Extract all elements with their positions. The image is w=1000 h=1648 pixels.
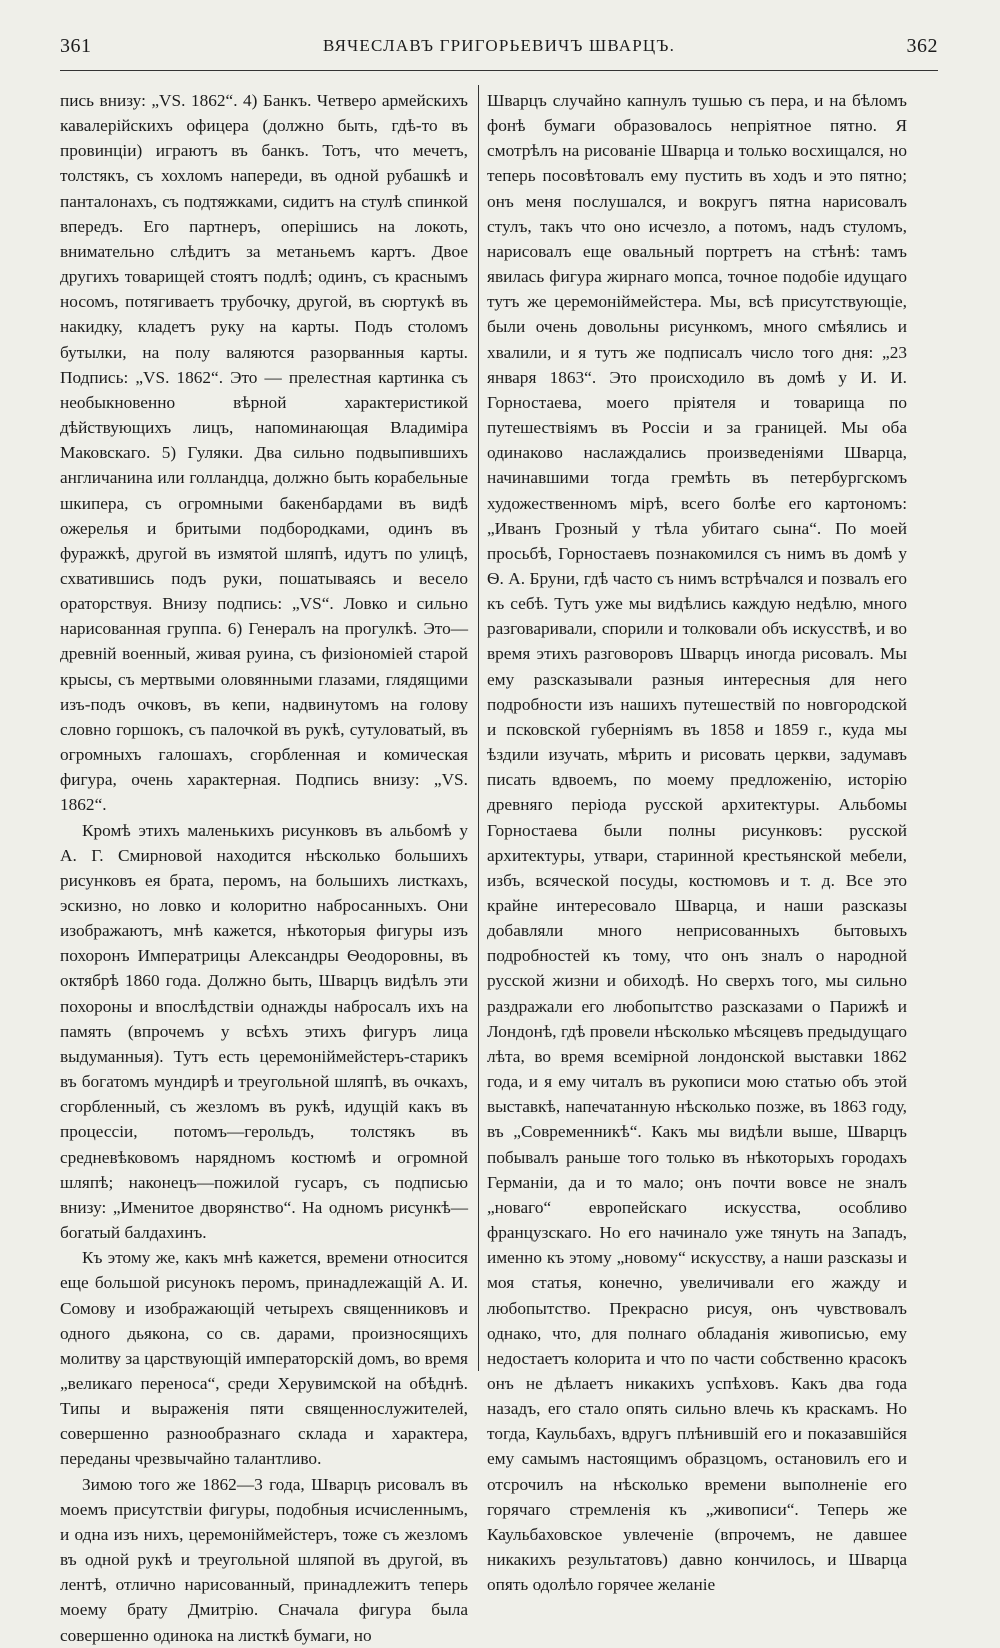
left-column (60, 88, 468, 1645)
page-number-right: 362 (906, 34, 938, 57)
paragraph: Шварцъ случайно капнулъ тушью съ пера, и на бѣломъ фонѣ бумаги образовалось непріятное пятно. Я смотрѣлъ на рисованіе Шварца и только восхищался, но теперь посовѣтовалъ ему пустить въ ходъ и это пятно; онъ меня послушался, и вокругъ пятна нарисовалъ стулъ, такъ что оно исчезло, а потомъ, надъ стуломъ, нарисовалъ еще овальный портретъ на стѣнѣ: тамъ явилась фигура жирнаго мопса, точное подобіе идущаго тутъ же церемоніймейстера. Мы, всѣ присутствующіе, были очень довольны рисункомъ, много смѣялись и хвалили, и я тутъ же подписалъ число того дня: „23 января 1863“. Это происходило въ домѣ у И. И. Горностаева, моего пріятеля и товарища по путешествіямъ въ Россіи и за границей. Мы оба одинаково наслаждались произведеніями Шварца, начинавшими тогда гремѣть въ петербургскомъ художественномъ мірѣ, всего болѣе его картономъ: „Иванъ Грозный у тѣла убитаго сына“. По моей просьбѣ, Горностаевъ познакомился съ нимъ въ домѣ у Ѳ. А. Бруни, гдѣ часто съ нимъ встрѣчался и позвалъ его къ себѣ. Тутъ уже мы видѣлись каждую недѣлю, много разговаривали, спорили и толковали объ искусствѣ, и во время этихъ разговоровъ Шварцъ иногда рисовалъ. Мы ему разсказывали разныя интересныя для него подробности изъ нашихъ путешествій по новгородской и псковской губерніямъ въ 1858 и 1859 г., куда мы ѣздили изучать, мѣрить и рисовать церкви, задумавъ писать вдвоемъ, по моему предложенію, исторію древняго періода русской архитектуры. Альбомы Горностаева были полны рисунковъ: русской архитектуры, утвари, старинной крестьянской мебели, избъ, всяческой посуды, костюмовъ и т. д. Все это крайне интересовало Шварца, и наши разсказы добавляли много неприсованныхъ бытовыхъ подробностей къ тому, что онъ зналъ о народной русской жизни и обиходѣ. Но сверхъ того, мы сильно раздражали его любопытство разсказами о Парижѣ и Лондонѣ, гдѣ провели нѣсколько мѣсяцевъ предыдущаго лѣта, во время всемірной лондонской выставки 1862 года, и я ему читалъ въ рукописи мою статью объ этой выставкѣ, напечатанную нѣсколько позже, въ 1863 году, въ „Современникѣ“. Какъ мы видѣли выше, Шварцъ побывалъ раньше того только въ нѣкоторыхъ городахъ Германіи, да и то мало; онъ почти вовсе не зналъ „новаго“ европейскаго искусства, особливо французскаго. Но его начинало уже тянуть на Западъ, именно къ этому „новому“ искусству, а наши разсказы и моя статья, конечно, увеличивали его жажду и любопытство. Прекрасно рисуя, онъ чувствовалъ однако, что, для полнаго обладанія живописью, ему недостаетъ колорита и что по части собственно красокъ онъ не дѣлаетъ никакихъ успѣховъ. Какъ два года назадъ, его стало опять сильно влечь къ краскамъ. Но тогда, Каульбахъ, вдругъ плѣнившій его и показавшійся ему самымъ настоящимъ образцомъ, остановилъ его и отсрочилъ на нѣсколько времени выполненіе его горячаго стремленія къ „живописи“. Теперь же Каульбаховское увлеченіе (впрочемъ, не давшее никакихъ результатовъ) давно кончилось, и Шварца опять одолѣло горячее желаніе (487, 91, 907, 1595)
header-rule (60, 70, 938, 71)
paragraph: Кромѣ этихъ маленькихъ рисунковъ въ альбомѣ у А. Г. Смирновой находится нѣсколько большихъ рисунковъ ея брата, перомъ, на большихъ листкахъ, эскизно, но ловко и колоритно набросанныхъ. Они изображаютъ, мнѣ кажется, нѣкоторыя фигуры изъ похоронъ Императрицы Александры Ѳеодоровны, въ октябрѣ 1860 года. Должно быть, Шварцъ видѣлъ эти похороны и впослѣдствіи однажды набросалъ ихъ на память (впрочемъ у всѣхъ этихъ фигуръ лица выдуманныя). Тутъ есть церемоніймейстеръ-старикъ въ богатомъ мундирѣ и треугольной шляпѣ, въ очкахъ, сгорбленный, съ жезломъ въ рукѣ, идущій какъ въ процессіи, потомъ—герольдъ, толстякъ въ средневѣковомъ нарядномъ костюмѣ и огромной шляпѣ; наконецъ—пожилой гусаръ, съ подписью внизу: „Именитое дворянство“. На одномъ рисункѣ—богатый балдахинъ. (60, 820, 468, 1243)
column-divider (478, 85, 479, 1371)
right-column (487, 88, 907, 1595)
page-number-left: 361 (60, 34, 92, 57)
running-header (60, 30, 938, 62)
paragraph: Зимою того же 1862—3 года, Шварцъ рисовалъ въ моемъ присутствіи фигуры, подобныя исчисленнымъ, и одна изъ нихъ, церемоніймейстеръ, тоже съ жезломъ въ одной рукѣ и треугольной шляпой въ другой, въ лентѣ, отлично нарисованный, принадлежитъ теперь моему брату Дмитрію. Сначала фигура была совершенно одинока на листкѣ бумаги, но (60, 1474, 468, 1645)
paragraph: пись внизу: „VS. 1862“. 4) Банкъ. Четверо армейскихъ кавалерійскихъ офицера (должно быть, гдѣ-то въ провинціи) играютъ въ банкъ. Тотъ, что мечетъ, толстякъ, съ хохломъ напереди, въ одной рубашкѣ и панталонахъ, съ подтяжками, сидитъ на стулѣ спинкой впередъ. Его партнеръ, оперішись на локоть, внимательно слѣдитъ за метаньемъ картъ. Двое другихъ товарищей стоятъ подлѣ; одинъ, съ краснымъ носомъ, потягиваетъ трубочку, другой, въ сюртукѣ въ накидку, кладетъ руку на карты. Подъ столомъ бутылки, на полу валяются разорванныя карты. Подпись: „VS. 1862“. Это — прелестная картинка съ необыкновенно вѣрной характеристикой дѣйствующихъ лицъ, напоминающая Владиміра Маковскаго. 5) Гуляки. Два сильно подвыпившихъ англичанина или голландца, должно быть корабельные шкипера, съ огромными бакенбардами въ видѣ ожерелья и бритыми подбородками, одинъ въ фуражкѣ, другой въ измятой шляпѣ, идутъ по улицѣ, схватившись подъ руки, пошатываясь и весело ораторствуя. Внизу подпись: „VS“. Ловко и сильно нарисованная группа. 6) Генералъ на прогулкѣ. Это—древній военный, живая руина, съ физіономіей старой крысы, съ мертвыми оловянными глазами, глядящими изъ-подъ очковъ, въ кепи, надвинутомъ на голову словно горшокъ, съ палочкой въ рукѣ, сутуловатый, въ огромныхъ галошахъ, сгорбленная и комическая фигура, очень характерная. Подпись внизу: „VS. 1862“. (60, 91, 468, 815)
paragraph: Къ этому же, какъ мнѣ кажется, времени относится еще большой рисунокъ перомъ, принадлежащій А. И. Сомову и изображающій четырехъ священниковъ и одного дьякона, со св. дарами, произносящихъ молитву за царствующій императорскій домъ, во время „великаго переноса“, среди Херувимской на обѣднѣ. Типы и выраженія пяти священнослужителей, совершенно разнообразнаго склада и характера, переданы чрезвычайно талантливо. (60, 1248, 468, 1469)
running-title: ВЯЧЕСЛАВЪ ГРИГОРЬЕВИЧЪ ШВАРЦЪ. (322, 36, 676, 55)
